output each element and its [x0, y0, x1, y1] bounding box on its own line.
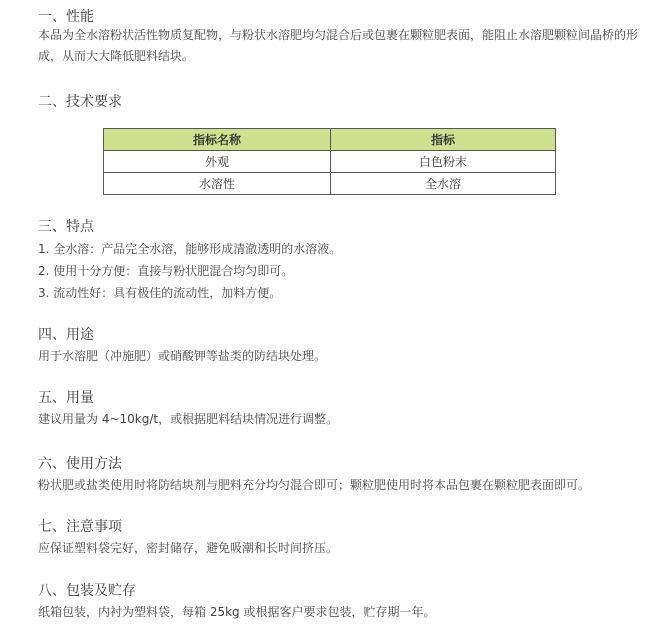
usage-text: 用于水溶肥（冲施肥）或硝酸钾等盐类的防结块处理。 [38, 349, 327, 363]
feature-item: 3. 流动性好：具有极佳的流动性，加料方便。 [38, 286, 282, 300]
spec-table-cell: 外观 [104, 151, 331, 173]
dosage-text: 建议用量为 4~10kg/t，或根据肥料结块情况进行调整。 [38, 412, 339, 426]
packaging-text: 纸箱包装，内衬为塑料袋，每箱 25kg 或根据客户要求包装，贮存期一年。 [38, 605, 436, 619]
feature-item: 1. 全水溶：产品完全水溶，能够形成清澈透明的水溶液。 [38, 242, 342, 256]
section-heading-technical-requirements: 二、技术要求 [38, 94, 122, 110]
section-heading-method: 六、使用方法 [38, 456, 122, 472]
spec-table-cell: 全水溶 [331, 173, 556, 195]
spec-table [103, 128, 556, 195]
spec-table-header-row [104, 129, 556, 151]
precautions-text: 应保证塑料袋完好，密封储存，避免吸潮和长时间挤压。 [38, 541, 339, 555]
spec-table-header-value: 指标 [331, 129, 556, 151]
section-heading-usage: 四、用途 [38, 327, 94, 343]
section-heading-dosage: 五、用量 [38, 390, 94, 406]
method-text: 粉状肥或盐类使用时将防结块剂与肥料充分均匀混合即可；颗粒肥使用时将本品包裹在颗粒肥表面即可。 [38, 478, 591, 492]
section-heading-precautions: 七、注意事项 [38, 519, 122, 535]
table-row [104, 173, 556, 195]
spec-table-cell: 水溶性 [104, 173, 331, 195]
feature-item: 2. 使用十分方便：直接与粉状肥混合均匀即可。 [38, 264, 294, 278]
section-heading-performance: 一、性能 [38, 9, 94, 25]
section-heading-features: 三、特点 [38, 219, 94, 235]
spec-table-header-name: 指标名称 [104, 129, 331, 151]
performance-text: 本品为全水溶粉状活性物质复配物，与粉状水溶肥均匀混合后或包裹在颗粒肥表面，能阻止水溶肥颗粒间晶桥的形成，从而大大降低肥料结块。 [38, 28, 639, 63]
section-heading-packaging: 八、包装及贮存 [38, 583, 136, 599]
table-row [104, 151, 556, 173]
spec-table-cell: 白色粉末 [331, 151, 556, 173]
